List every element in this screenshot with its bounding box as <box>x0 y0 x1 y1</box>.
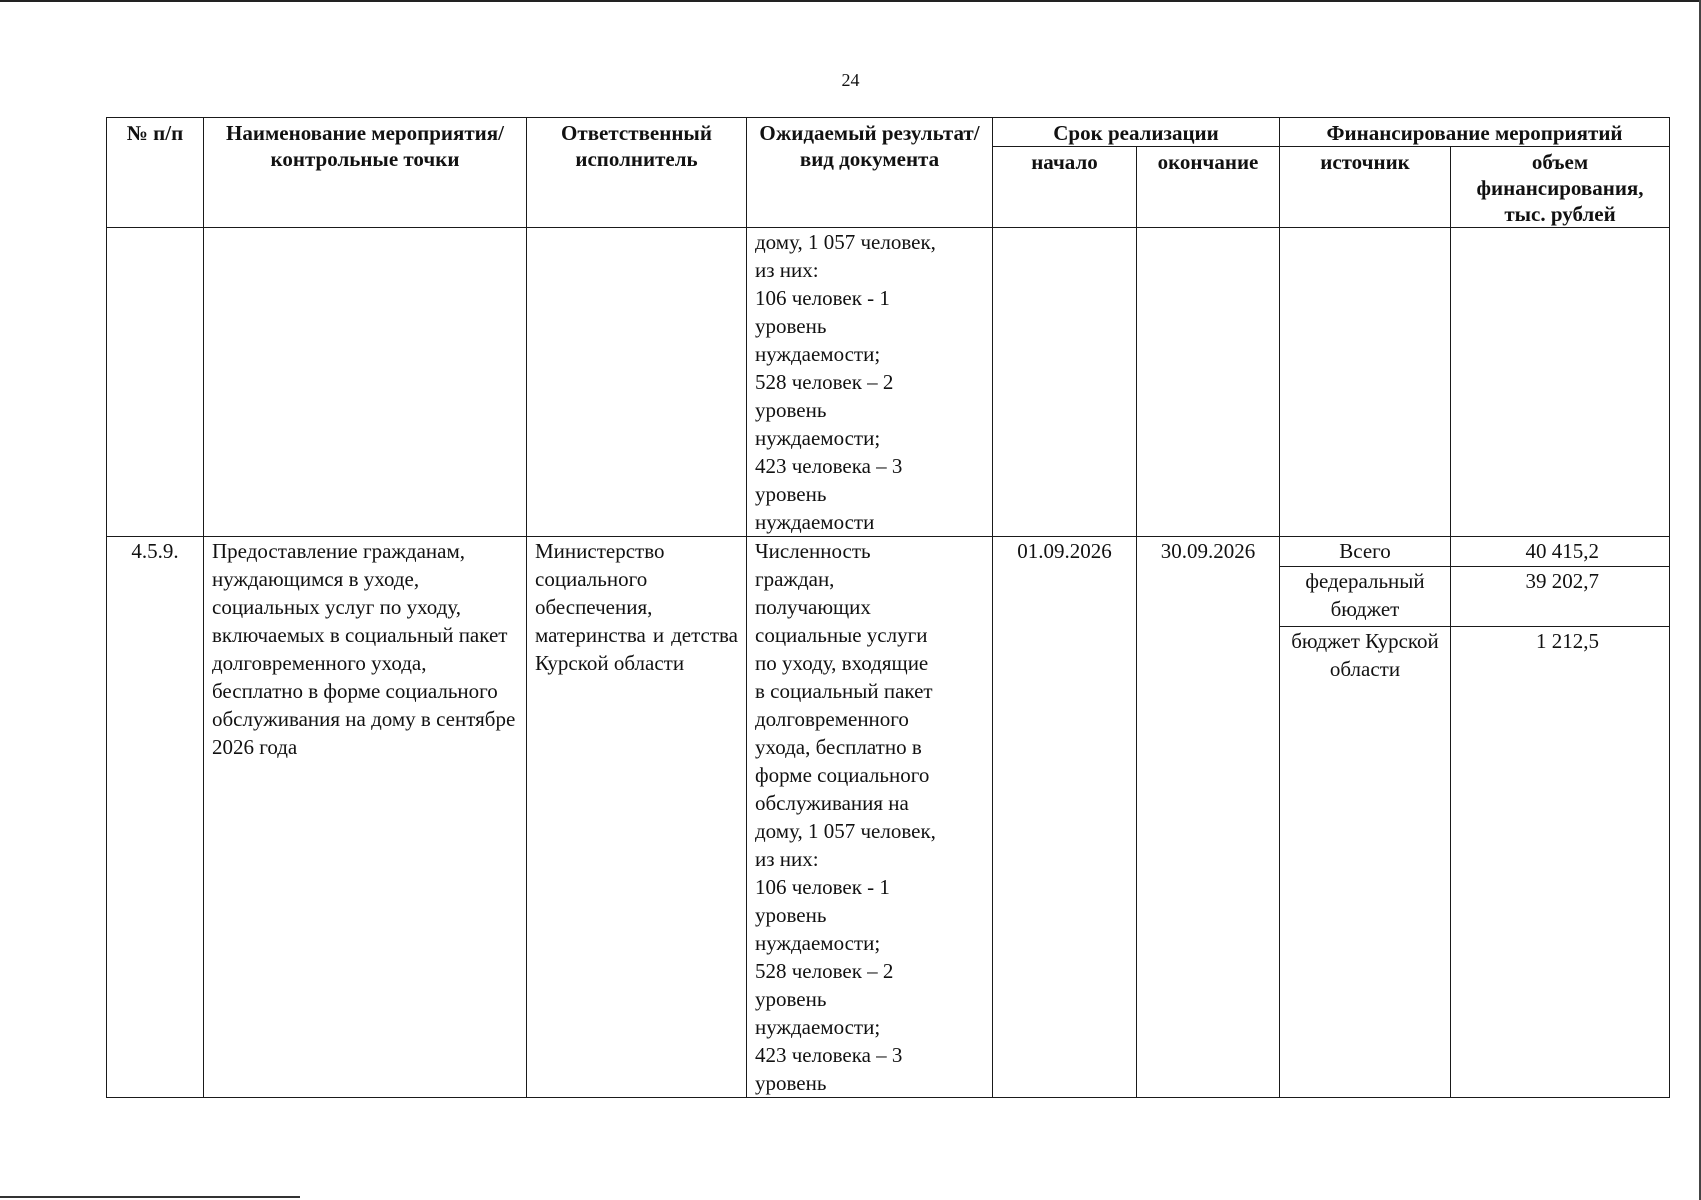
row-start-date: 01.09.2026 <box>993 537 1137 1098</box>
cont-end-cell <box>1137 228 1280 537</box>
row-num: 4.5.9. <box>107 537 204 1098</box>
header-source: источник <box>1280 147 1451 228</box>
header-period: Срок реализации <box>993 118 1280 147</box>
cont-source-cell <box>1280 228 1451 537</box>
continuation-row <box>107 228 1670 537</box>
row-result: Численность граждан, получающих социальные услуги по уходу, входящие в социальный пакет долговременного ухода, бесплатно в форме социального обслуживания на дому, 1 057 человек, из них: 106 человек - 1 уровень нуждаемости; 528 человек – 2 уровень нуждаемости; 423 человека – 3 уровень <box>747 537 993 1098</box>
cont-volume-cell <box>1451 228 1670 537</box>
cont-name-cell <box>204 228 527 537</box>
cont-executor-cell <box>527 228 747 537</box>
table-row-4-5-9 <box>107 537 1670 567</box>
scan-artifact-line <box>0 1196 300 1198</box>
header-name: Наименование мероприятия/контрольные точки <box>204 118 527 228</box>
financing-volume-regional: 1 212,5 <box>1451 627 1670 1098</box>
header-period-end: окончание <box>1137 147 1280 228</box>
header-num: № п/п <box>107 118 204 228</box>
financing-source-total: Всего <box>1280 537 1451 567</box>
scan-edge-top <box>0 0 1701 2</box>
financing-source-federal: федеральный бюджет <box>1280 567 1451 627</box>
header-period-start: начало <box>993 147 1137 228</box>
header-result: Ожидаемый результат/вид документа <box>747 118 993 228</box>
header-row-1 <box>107 118 1670 147</box>
financing-volume-total: 40 415,2 <box>1451 537 1670 567</box>
cont-num-cell <box>107 228 204 537</box>
activity-plan-table <box>106 117 1670 1098</box>
header-financing: Финансирование мероприятий <box>1280 118 1670 147</box>
financing-volume-federal: 39 202,7 <box>1451 567 1670 627</box>
row-name: Предоставление гражданам, нуждающимся в уходе, социальных услуг по уходу, включаемых в социальный пакет долговременного ухода, бесплатно в форме социального обслуживания на дому в сентябре 2026 года <box>204 537 527 1098</box>
financing-source-regional: бюджет Курской области <box>1280 627 1451 1098</box>
cont-result-cell: дому, 1 057 человек, из них: 106 человек - 1 уровень нуждаемости; 528 человек – 2 уровень нуждаемости; 423 человека – 3 уровень нуждаемости <box>747 228 993 537</box>
row-end-date: 30.09.2026 <box>1137 537 1280 1098</box>
header-executor: Ответственный исполнитель <box>527 118 747 228</box>
page-number: 24 <box>841 70 860 90</box>
cont-start-cell <box>993 228 1137 537</box>
header-volume: объем финансирования, тыс. рублей <box>1451 147 1670 228</box>
row-executor: Министерство социального обеспечения, материнства и детства Курской области <box>527 537 747 1098</box>
